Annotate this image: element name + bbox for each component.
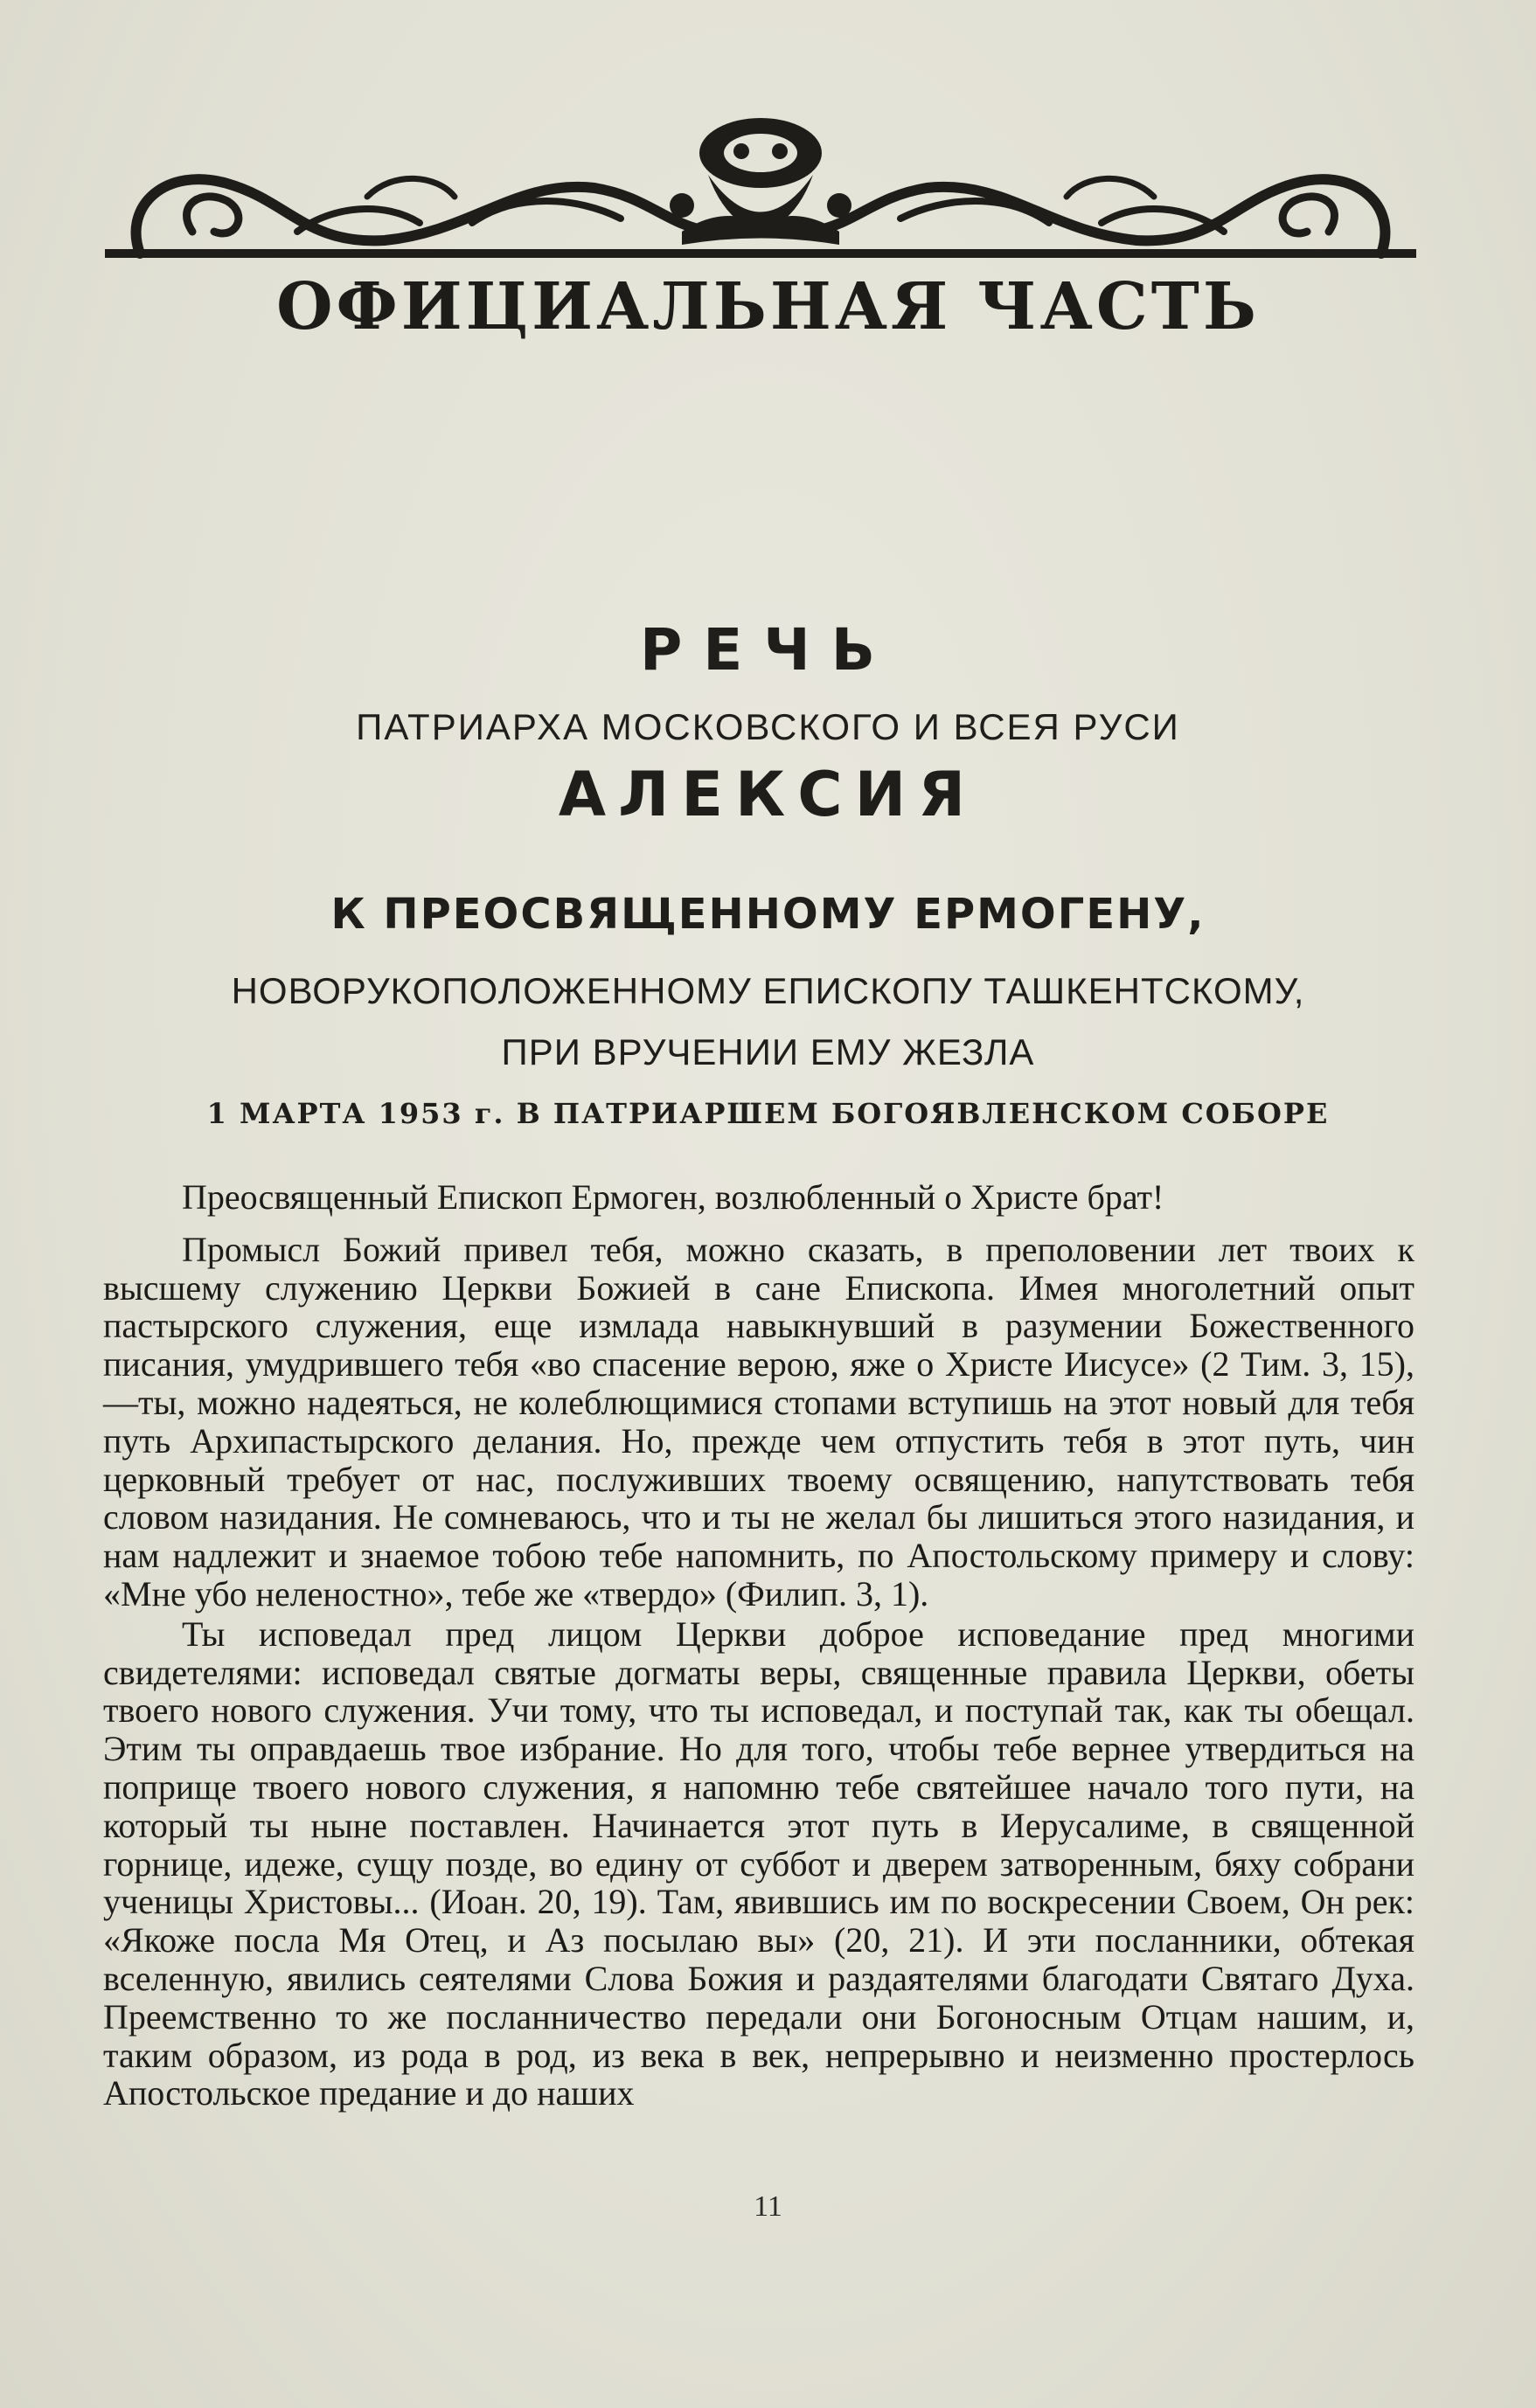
speech-heading: РЕЧЬ — [639, 616, 897, 684]
salutation: Преосвященный Епископ Ермоген, возлюбленный о Христе брат! — [182, 1177, 1164, 1217]
decorative-scroll-ornament — [105, 101, 1416, 267]
paragraph-2: Ты исповедал пред лицом Церкви доброе исповедание пред многими свидетелями: исповедал святые догматы веры, священные правила Церкви, обеты твоего нового служения. Учи тому, что ты исповедал, и поступай так, как ты обещал. Этим ты оправдаешь твое избрание. Но для того, чтобы тебе вернее утвердиться на поприще твоего нового служения, я напомню тебе святейшее начало того пути, на который ты ныне поставлен. Начинается этот путь в Иерусалиме, в священной горнице, идеже, сущу позде, во едину от суббот и дверем затворенным, бяху собрани ученицы Христовы... (Иоан. 20, 19). Там, явившись им по воскресении Своем, Он рек: «Якоже посла Мя Отец, и Аз посылаю вы» (20, 21). И эти посланники, обтекая вселенную, явились сеятелями Слова Божия и раздаятелями благодати Святаго Духа. Преемственно то же посланничество передали они Богоносным Отцам нашим, и, таким образом, из рода в род, из века в век, непрерывно и неизменно простерлось Апостольское предание и до наших — [103, 1613, 1414, 2113]
occasion-line: ПРИ ВРУЧЕНИИ ЕМУ ЖЕЗЛА — [501, 1031, 1035, 1072]
paragraph-1: Промысл Божий привел тебя, можно сказать, в преполовении лет твоих к высшему служению Церкви Божией в сане Епископа. Имея многолетний опыт пастырского служения, еще измлада навыкнувший в разумении Божественного писания, умудрившего тебя «во спасение верою, яже о Христе Иисусе» (2 Тим. 3, 15),—ты, можно надеяться, не колеблющимися стопами вступишь на этот новый для тебя путь Архипастырского делания. Но, прежде чем отпустить тебя в этот путь, чин церковный требует от нас, послуживших твоему освящению, напутствовать тебя словом назидания. Не сомневаюсь, что и ты не желал бы лишиться этого назидания, и нам надлежит и знаемое тобою тебе напомнить, по Апостольскому примеру и слову: «Мне убо неленостно», тебе же «твердо» (Филип. 3, 1). — [103, 1229, 1414, 1613]
patriarch-subtitle: ПАТРИАРХА МОСКОВСКОГО И ВСЕЯ РУСИ — [356, 706, 1180, 747]
date-place-line: 1 МАРТА 1953 г. В ПАТРИАРШЕМ БОГОЯВЛЕНСКОМ СОБОРЕ — [206, 1097, 1330, 1130]
section-title: ОФИЦИАЛЬНАЯ ЧАСТЬ — [276, 269, 1260, 344]
patriarch-name: АЛЕКСИЯ — [558, 759, 978, 830]
page-number: 11 — [754, 2190, 782, 2223]
speech-body — [103, 1178, 1414, 2113]
addressee-title: НОВОРУКОПОЛОЖЕННОМУ ЕПИСКОПУ ТАШКЕНТСКОМУ, — [231, 970, 1305, 1011]
addressee-heading: К ПРЕОСВЯЩЕННОМУ ЕРМОГЕНУ, — [330, 890, 1206, 939]
